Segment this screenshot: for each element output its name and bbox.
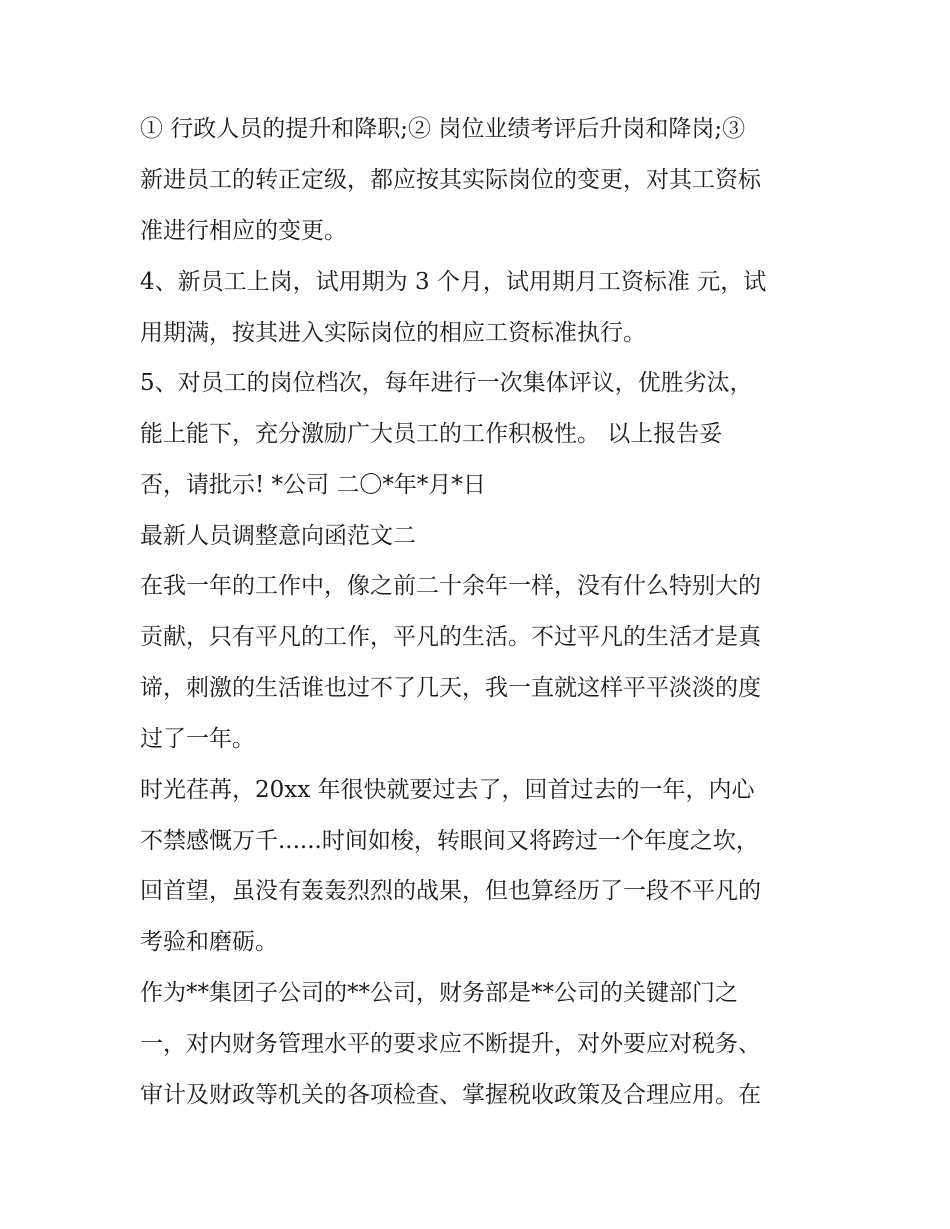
text-line: 回首望，虽没有轰轰烈烈的战果，但也算经历了一段不平凡的	[140, 878, 761, 904]
text-line: 过了一年。	[140, 726, 255, 752]
text-line: 谛，刺激的生活谁也过不了几天，我一直就这样平平淡淡的度	[140, 675, 761, 701]
text-line: 在我一年的工作中，像之前二十余年一样，没有什么特别大的	[140, 573, 761, 599]
section-heading: 最新人员调整意向函范文二	[140, 523, 416, 549]
text-line: 时光荏苒，20xx 年很快就要过去了，回首过去的一年，内心	[140, 777, 755, 803]
text-line: 能上能下，充分激励广大员工的工作积极性。 以上报告妥	[140, 421, 723, 447]
text-line: 用期满，按其进入实际岗位的相应工资标准执行。	[140, 320, 646, 346]
text-line: 5、对员工的岗位档次，每年进行一次集体评议，优胜劣汰，	[140, 370, 753, 396]
text-line: 贡献，只有平凡的工作，平凡的生活。不过平凡的生活才是真	[140, 624, 761, 650]
text-line: 4、新员工上岗，试用期为 3 个月，试用期月工资标准 元，试	[140, 269, 767, 295]
text-line: ① 行政人员的提升和降职;② 岗位业绩考评后升岗和降岗;③	[140, 116, 746, 142]
text-line: 考验和磨砺。	[140, 929, 278, 955]
text-line: 不禁感慨万千......时间如梭，转眼间又将跨过一个年度之坎，	[140, 828, 759, 854]
text-line: 一，对内财务管理水平的要求应不断提升，对外要应对税务、	[140, 1031, 761, 1057]
text-line: 准进行相应的变更。	[140, 218, 347, 244]
text-line: 审计及财政等机关的各项检查、掌握税收政策及合理应用。在	[140, 1082, 761, 1108]
text-line: 否，请批示! *公司 二〇*年*月*日	[140, 472, 486, 498]
text-line: 新进员工的转正定级，都应按其实际岗位的变更，对其工资标	[140, 167, 761, 193]
text-line: 作为**集团子公司的**公司，财务部是**公司的关键部门之	[140, 980, 738, 1006]
